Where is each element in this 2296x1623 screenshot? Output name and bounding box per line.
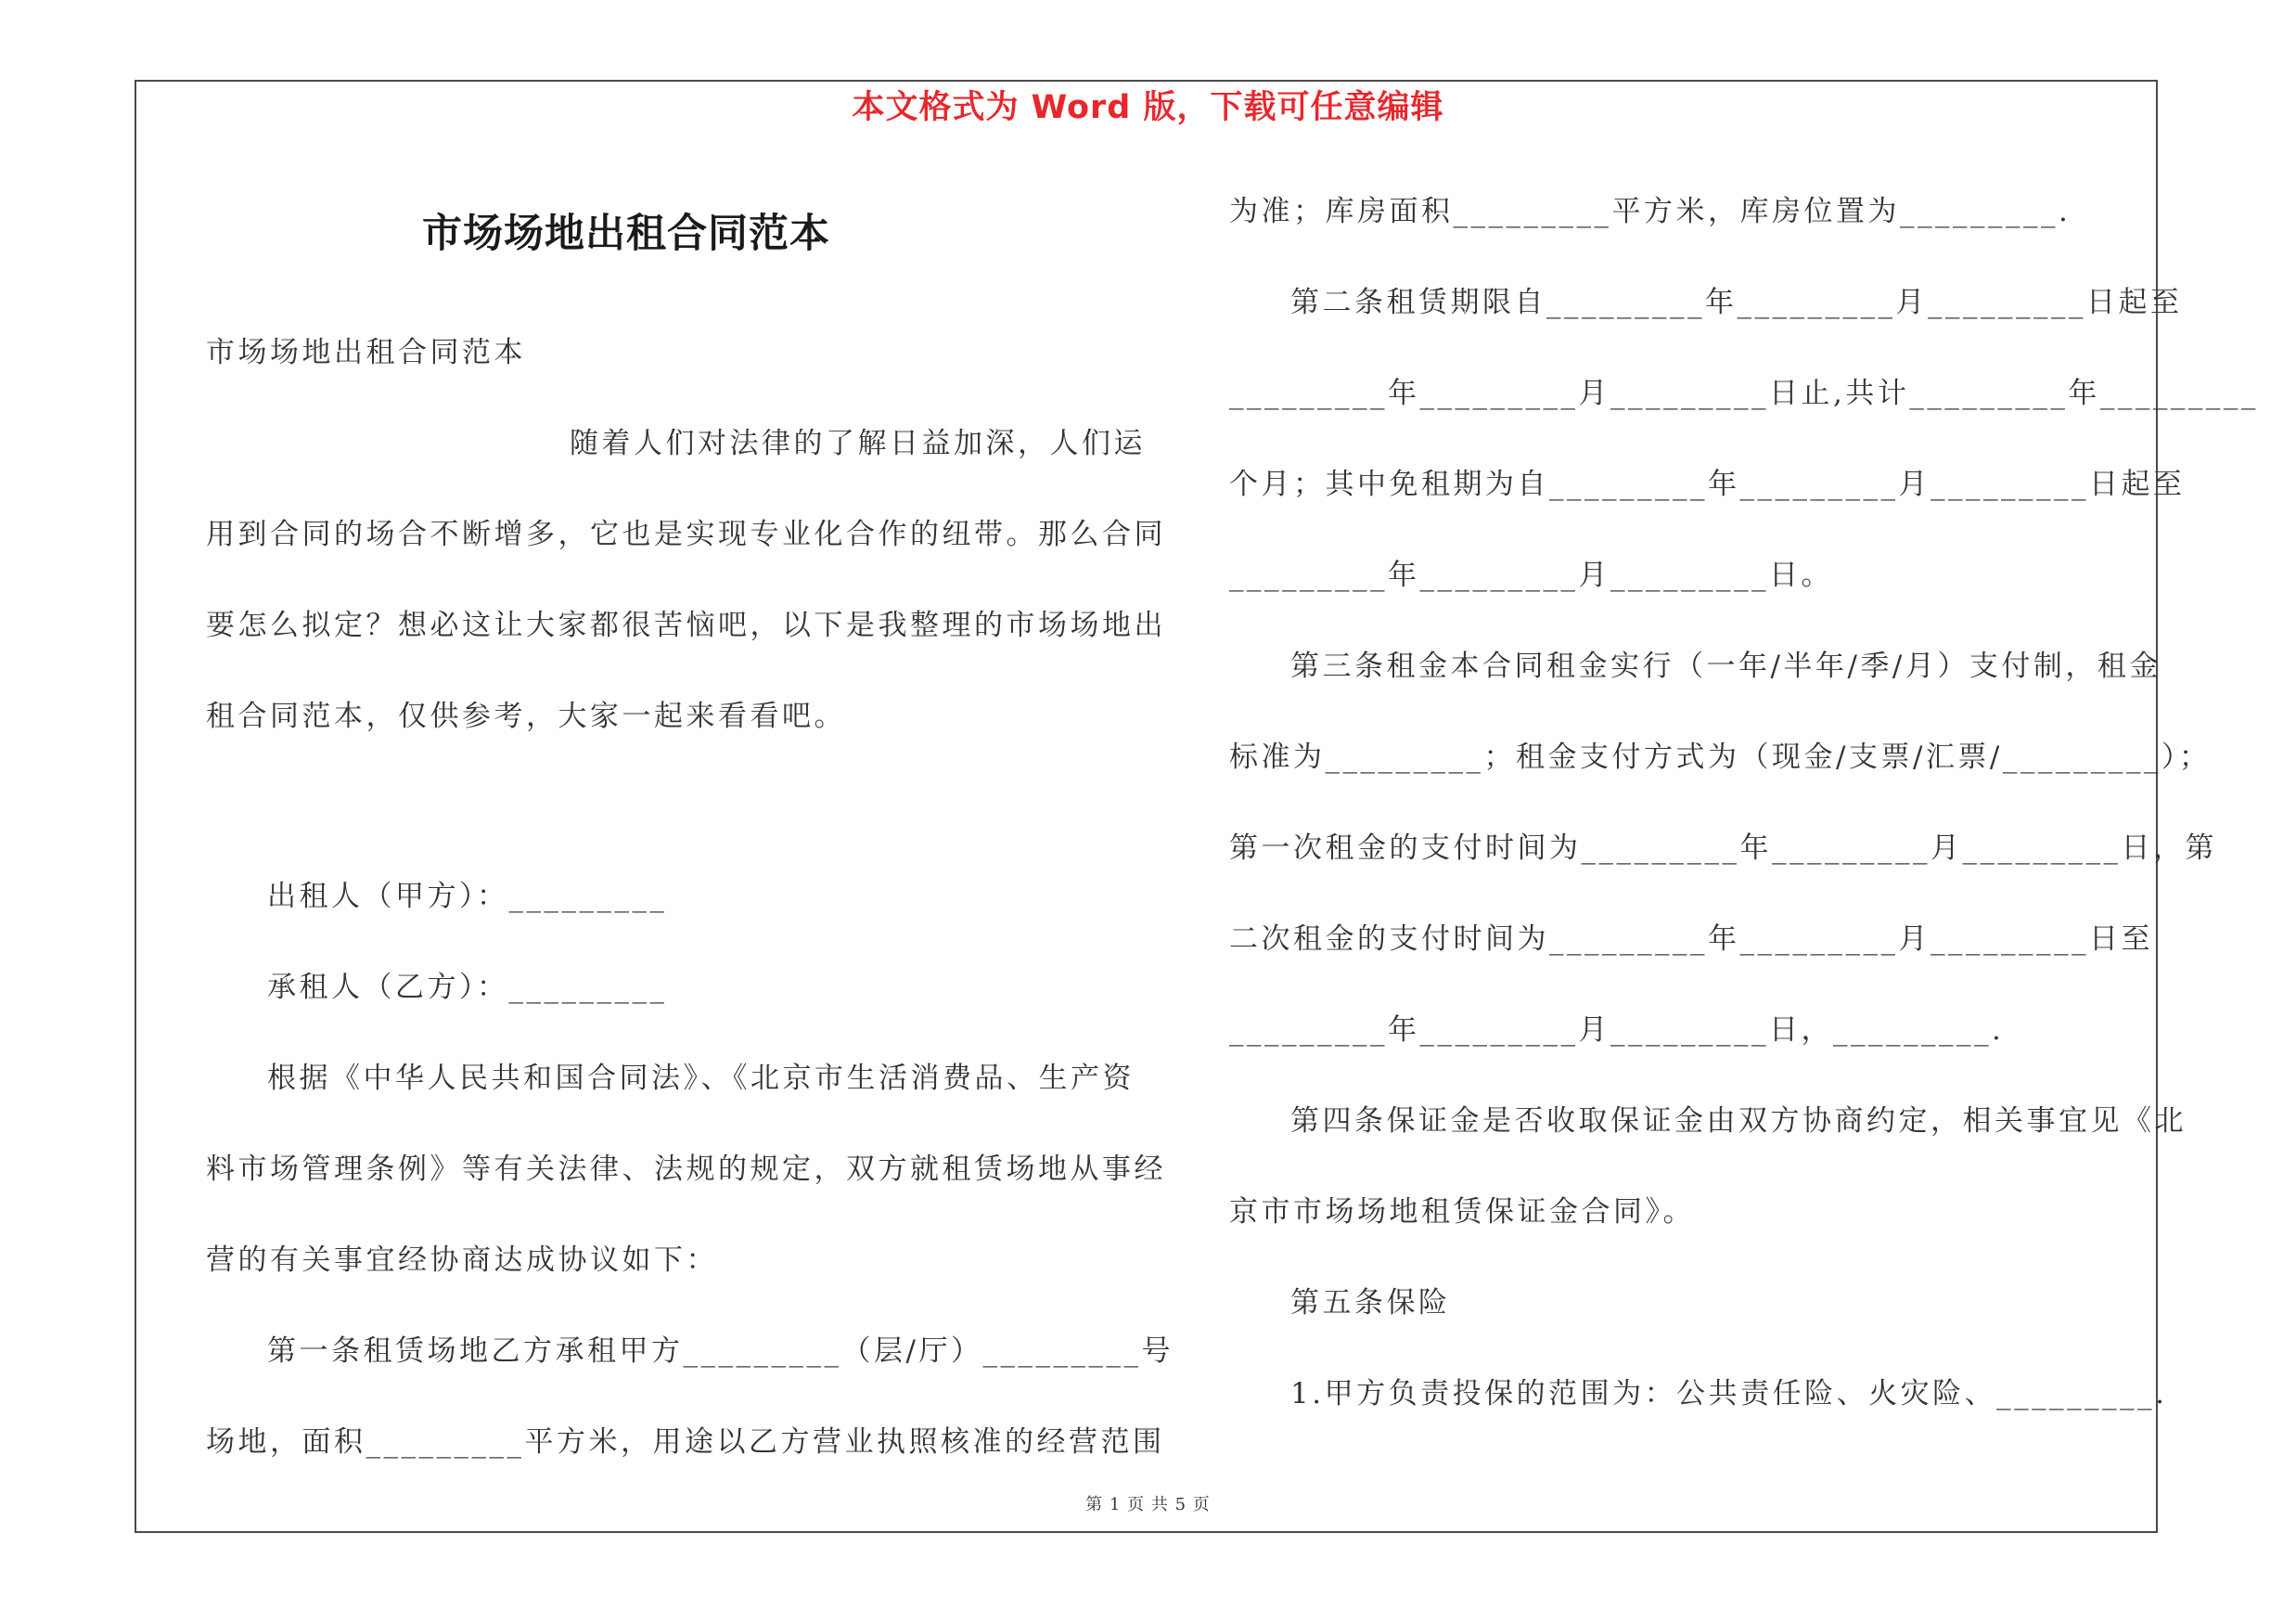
left-line: 市场场地出租合同范本 [206, 336, 526, 369]
right-line: 二次租金的支付时间为_________年_________月_________日至 [1229, 922, 2153, 956]
left-line: 用到合同的场合不断增多，它也是实现专业化合作的纽带。那么合同 [206, 518, 1166, 551]
left-line: 营的有关事宜经协商达成协议如下： [206, 1243, 718, 1277]
right-line: 标准为_________；租金支付方式为（现金/支票/汇票/_________）； [1229, 741, 2212, 774]
document-title: 市场场地出租合同范本 [422, 211, 830, 257]
left-line: 随着人们对法律的了解日益加深，人们运 [570, 427, 1146, 460]
right-line: _________年_________月_________日，_________. [1229, 1013, 2005, 1047]
right-line: 为准；库房面积_________平方米，库房位置为_________. [1229, 195, 2072, 228]
left-line: 要怎么拟定？想必这让大家都很苦恼吧，以下是我整理的市场场地出 [206, 609, 1166, 642]
left-line: 场地，面积_________平方米，用途以乙方营业执照核准的经营范围 [206, 1425, 1165, 1459]
lessor-line: 出租人（甲方）：_________ [267, 880, 668, 913]
article-3-line: 第三条租金本合同租金实行（一年/半年/季/月）支付制，租金 [1290, 650, 2161, 683]
lessee-line: 承租人（乙方）：_________ [267, 971, 668, 1004]
article-1-line: 第一条租赁场地乙方承租甲方_________（层/厅）_________号 [267, 1334, 1174, 1368]
left-line: 根据《中华人民共和国合同法》、《北京市生活消费品、生产资 [267, 1062, 1135, 1095]
article-4-line: 第四条保证金是否收取保证金由双方协商约定，相关事宜见《北 [1290, 1104, 2187, 1138]
word-format-banner: 本文格式为 Word 版，下载可任意编辑 [852, 89, 1444, 126]
article-5-heading: 第五条保险 [1290, 1286, 1451, 1320]
right-line: 京市市场场地租赁保证金合同》。 [1229, 1195, 1695, 1229]
right-line: _________年_________月_________日止,共计_________年_________ [1229, 377, 2259, 410]
page-number-footer: 第 1 页 共 5 页 [1085, 1495, 1211, 1514]
left-line: 料市场管理条例》等有关法律、法规的规定，双方就租赁场地从事经 [206, 1153, 1166, 1186]
right-line: _________年_________月_________日。 [1229, 559, 1833, 592]
article-2-line: 第二条租赁期限自_________年_________月_________日起至 [1290, 286, 2183, 319]
right-line: 1.甲方负责投保的范围为：公共责任险、火灾险、_________. [1290, 1377, 2168, 1410]
right-line: 个月；其中免租期为自_________年_________月_________日起至 [1229, 468, 2186, 501]
right-line: 第一次租金的支付时间为_________年_________月_________日，第 [1229, 831, 2217, 865]
left-line: 租合同范本，仅供参考，大家一起来看看吧。 [206, 700, 846, 733]
